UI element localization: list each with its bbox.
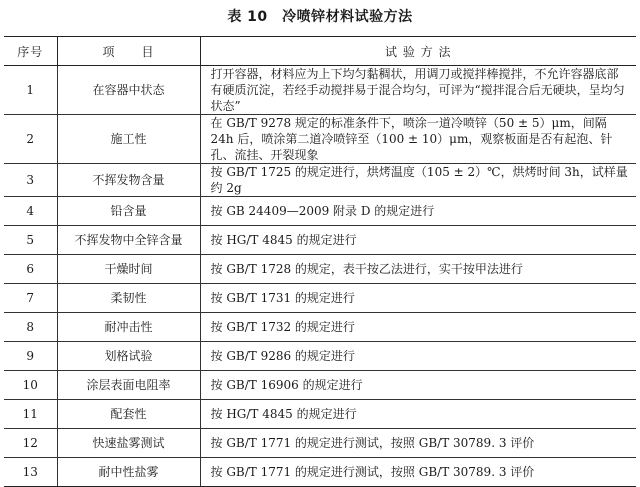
row-no: 10: [4, 371, 57, 400]
row-method: 按 GB 24409—2009 附录 D 的规定进行: [200, 197, 636, 226]
table-row: [4, 164, 636, 197]
row-no: 11: [4, 400, 57, 429]
table-row: [4, 66, 636, 115]
row-method: 按 HG/T 4845 的规定进行: [200, 400, 636, 429]
header-item: 项 目: [57, 37, 200, 66]
test-methods-table: [4, 36, 636, 487]
table-row: [4, 458, 636, 487]
row-method: 按 GB/T 1771 的规定进行测试，按照 GB/T 30789. 3 评价: [200, 458, 636, 487]
row-item: 在容器中状态: [57, 66, 200, 115]
row-item: 耐冲击性: [57, 313, 200, 342]
row-no: 6: [4, 255, 57, 284]
row-item: 配套性: [57, 400, 200, 429]
row-no: 5: [4, 226, 57, 255]
row-item: 施工性: [57, 115, 200, 164]
row-item: 快速盐雾测试: [57, 429, 200, 458]
row-no: 3: [4, 164, 57, 197]
table-row: [4, 342, 636, 371]
row-no: 8: [4, 313, 57, 342]
row-method: 按 HG/T 4845 的规定进行: [200, 226, 636, 255]
row-method: 按 GB/T 1732 的规定进行: [200, 313, 636, 342]
table-title: 表 10 冷喷锌材料试验方法: [227, 9, 413, 25]
row-no: 2: [4, 115, 57, 164]
row-item: 柔韧性: [57, 284, 200, 313]
header-row: [4, 37, 636, 66]
row-method: 按 GB/T 1728 的规定，表干按乙法进行，实干按甲法进行: [200, 255, 636, 284]
table-row: [4, 226, 636, 255]
table-row: [4, 400, 636, 429]
header-no: 序号: [4, 37, 57, 66]
row-item: 不挥发物含量: [57, 164, 200, 197]
row-no: 4: [4, 197, 57, 226]
table-row: [4, 255, 636, 284]
row-item: 耐中性盐雾: [57, 458, 200, 487]
row-method: 在 GB/T 9278 规定的标准条件下，喷涂一道冷喷锌（50 ± 5）μm，间隔 24h 后，喷涂第二道冷喷锌至（100 ± 10）μm，观察板面是否有起泡、针孔、流挂、开裂现象: [200, 115, 636, 164]
table-row: [4, 429, 636, 458]
row-item: 不挥发物中全锌含量: [57, 226, 200, 255]
table-row: [4, 197, 636, 226]
row-no: 7: [4, 284, 57, 313]
table-row: [4, 284, 636, 313]
header-method: 试 验 方 法: [200, 37, 636, 66]
row-no: 1: [4, 66, 57, 115]
row-no: 9: [4, 342, 57, 371]
row-method: 打开容器，材料应为上下均匀黏稠状，用调刀或搅拌棒搅拌，不允许容器底部有硬质沉淀，若经手动搅拌易于混合均匀，可评为“搅拌混合后无硬块，呈均匀状态”: [200, 66, 636, 115]
row-item: 铅含量: [57, 197, 200, 226]
row-method: 按 GB/T 1731 的规定进行: [200, 284, 636, 313]
row-method: 按 GB/T 9286 的规定进行: [200, 342, 636, 371]
table-row: [4, 371, 636, 400]
row-item: 涂层表面电阻率: [57, 371, 200, 400]
row-no: 13: [4, 458, 57, 487]
row-method: 按 GB/T 1771 的规定进行测试，按照 GB/T 30789. 3 评价: [200, 429, 636, 458]
row-item: 干燥时间: [57, 255, 200, 284]
row-item: 划格试验: [57, 342, 200, 371]
row-method: 按 GB/T 1725 的规定进行，烘烤温度（105 ± 2）℃，烘烤时间 3h，试样量约 2g: [200, 164, 636, 197]
row-method: 按 GB/T 16906 的规定进行: [200, 371, 636, 400]
row-no: 12: [4, 429, 57, 458]
table-row: [4, 115, 636, 164]
table-row: [4, 313, 636, 342]
